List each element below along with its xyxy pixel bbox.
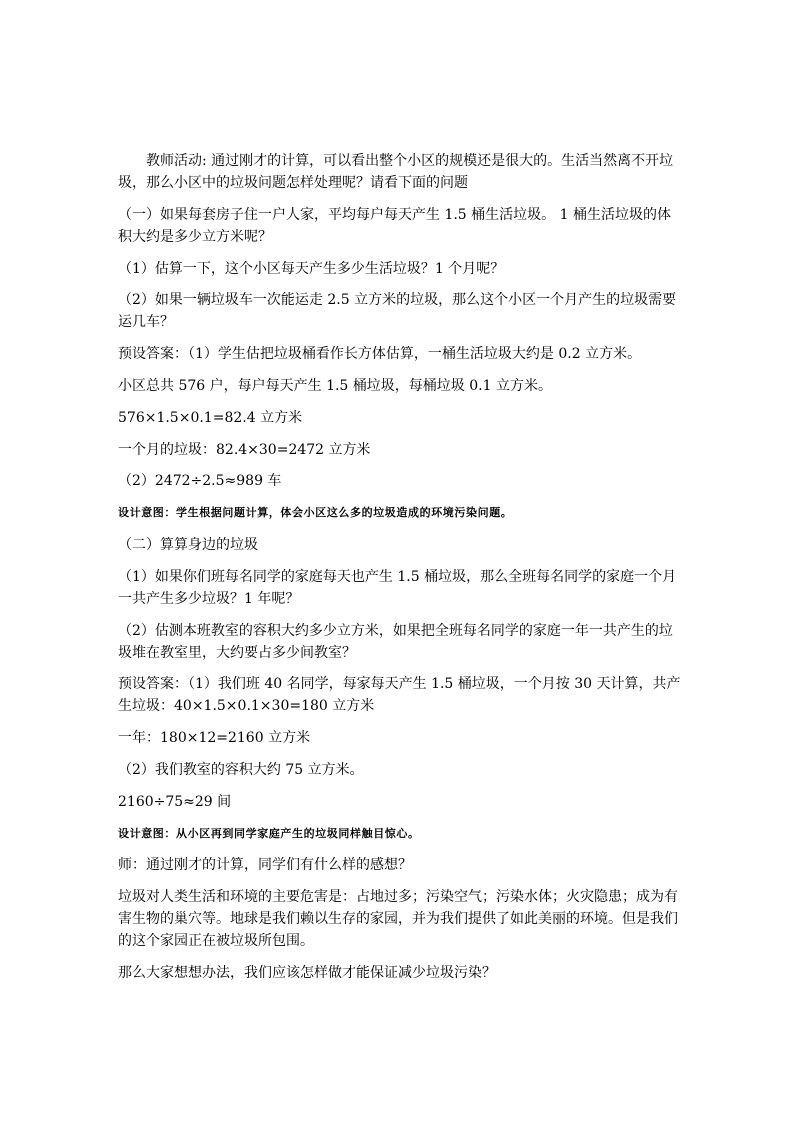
answer-1-calc-2: 一个月的垃圾：82.4×30=2472 立方米 [118, 441, 371, 458]
answer-1-line-2: 小区总共 576 户，每户每天产生 1.5 桶垃圾，每桶垃圾 0.1 立方米。 [118, 377, 552, 394]
question-2-sub-2-line-1: （2）估测本班教室的容积大约多少立方米，如果把全班每名同学的家庭一年一共产生的垃 [118, 622, 673, 639]
question-2-sub-1-line-2: 一共产生多少垃圾？1 年呢？ [118, 590, 300, 607]
answer-1-calc-1: 576×1.5×0.1=82.4 立方米 [118, 409, 303, 426]
question-2-sub-2-line-2: 圾堆在教室里，大约要占多少间教室？ [118, 644, 356, 661]
answer-2-calc-1: 一年：180×12=2160 立方米 [118, 730, 311, 747]
teacher-activity-line-2: 圾，那么小区中的垃圾问题怎样处理呢？请看下面的问题 [118, 175, 468, 191]
answer-1-line-1: 预设答案：（1）学生估把垃圾桶看作长方体估算，一桶生活垃圾大约是 0.2 立方米。 [118, 346, 642, 363]
harm-paragraph-line-3: 的这个家园正在被垃圾所包围。 [118, 933, 314, 950]
teacher-activity-line-1: 教师活动: 通过刚才的计算，可以看出整个小区的规模还是很大的。生活当然离不开垃 [146, 153, 674, 169]
question-1-line-2: 积大约是多少立方米呢？ [118, 228, 272, 245]
question-1-sub-1: （1）估算一下，这个小区每天产生多少生活垃圾？1 个月呢？ [118, 260, 505, 277]
teacher-question: 师：通过刚才的计算，同学们有什么样的感想？ [118, 857, 412, 874]
design-intent-1: 设计意图：学生根据问题计算，体会小区这么多的垃圾造成的环境污染问题。 [118, 506, 513, 520]
answer-1-calc-3: （2）2472÷2.5≈989 车 [118, 473, 282, 490]
answer-2-line-1: 预设答案：（1）我们班 40 名同学，每家每天产生 1.5 桶垃圾，一个月按 30 天计算，共产 [118, 676, 681, 693]
question-1-sub-2-line-2: 运几车？ [118, 314, 174, 331]
design-intent-2: 设计意图：从小区再到同学家庭产生的垃圾同样触目惊心。 [118, 826, 420, 840]
question-1-sub-2-line-1: （2）如果一辆垃圾车一次能运走 2.5 立方米的垃圾，那么这个小区一个月产生的垃圾需要 [118, 292, 677, 309]
harm-paragraph-line-2: 害生物的巢穴等。地球是我们赖以生存的家园，并为我们提供了如此美丽的环境。但是我们 [118, 911, 678, 928]
answer-2-line-3: （2）我们教室的容积大约 75 立方米。 [118, 761, 364, 778]
answer-2-line-2: 生垃圾：40×1.5×0.1×30=180 立方米 [118, 698, 375, 715]
section-2-heading: （二）算算身边的垃圾 [118, 536, 258, 553]
closing-question: 那么大家想想办法，我们应该怎样做才能保证减少垃圾污染？ [118, 964, 496, 981]
document-page [118, 150, 681, 994]
question-2-sub-1-line-1: （1）如果你们班每名同学的家庭每天也产生 1.5 桶垃圾，那么全班每名同学的家庭一个月 [118, 568, 677, 585]
answer-2-calc-2: 2160÷75≈29 间 [118, 793, 232, 810]
harm-paragraph-line-1: 垃圾对人类生活和环境的主要危害是：占地过多；污染空气；污染水体；火灾隐患；成为有 [118, 889, 678, 906]
question-1-line-1: （一）如果每套房子住一户人家，平均每户每天产生 1.5 桶生活垃圾。 1 桶生活垃圾的体 [118, 206, 671, 223]
